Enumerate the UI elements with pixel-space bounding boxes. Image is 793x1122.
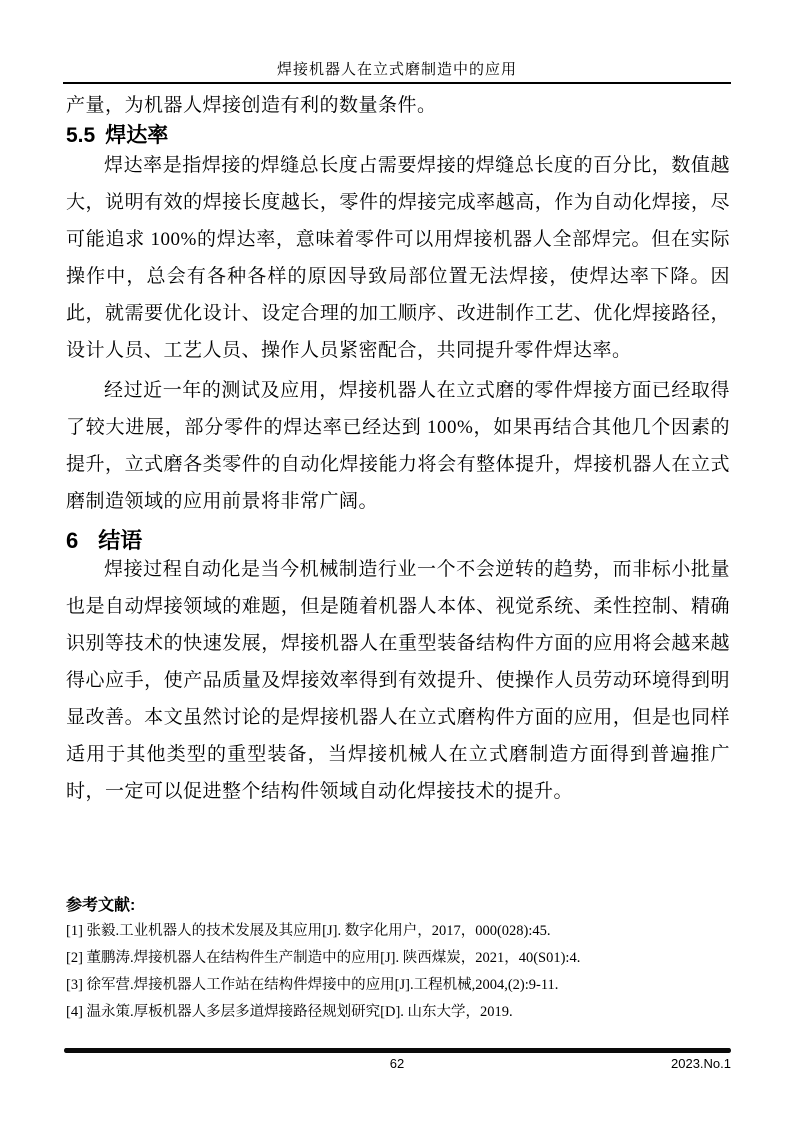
paragraph-weld-rate-definition: 焊达率是指焊接的焊缝总长度占需要焊接的焊缝总长度的百分比，数值越大，说明有效的焊接长度越长，零件的焊接完成率越高，作为自动化焊接，尽可能追求 100%的焊达率，意味着零件可以用焊接机器人全部焊完。但在实际操作中，总会有各种各样的原因导致局部位置无法焊接，使焊达率下降。因此，就需要优化设计、设定合理的加工顺序、改进制作工艺、优化焊接路径，设计人员、工艺人员、操作人员紧密配合，共同提升零件焊达率。 <box>66 155 730 361</box>
section-title: 结语 <box>98 528 143 553</box>
footer-divider <box>64 1048 731 1053</box>
paragraph-conclusion: 焊接过程自动化是当今机械制造行业一个不会逆转的趋势，而非标小批量也是自动焊接领域的难题，但是随着机器人本体、视觉系统、柔性控制、精确识别等技术的快速发展，焊接机器人在重型装备结构件方面的应用将会越来越得心应手，使产品质量及焊接效率得到有效提升、使操作人员劳动环境得到明显改善。本文虽然讨论的是焊接机器人在立式磨构件方面的应用，但是也同样适用于其他类型的重型装备，当焊接机械人在立式磨制造方面得到普遍推广时，一定可以促进整个结构件领域自动化焊接技术的提升。 <box>66 559 730 802</box>
section-heading-5-5 <box>66 119 168 149</box>
issue-label: 2023.No.1 <box>671 1056 731 1071</box>
section-title: 焊达率 <box>105 124 169 147</box>
header-divider <box>63 82 731 84</box>
carryover-paragraph-line: 产量，为机器人焊接创造有利的数量条件。 <box>66 95 437 116</box>
reference-item: [4] 温永策.厚板机器人多层多道焊接路径规划研究[D]. 山东大学，2019. <box>66 1004 513 1020</box>
reference-item: [1] 张毅.工业机器人的技术发展及其应用[J]. 数字化用户，2017，000(028):45. <box>66 923 551 939</box>
paragraph-weld-rate-progress: 经过近一年的测试及应用，焊接机器人在立式磨的零件焊接方面已经取得了较大进展，部分零件的焊达率已经达到 100%，如果再结合其他几个因素的提升，立式磨各类零件的自动化焊接能力将会有整体提升，焊接机器人在立式磨制造领域的应用前景将非常广阔。 <box>66 380 730 512</box>
reference-item: [3] 徐军营.焊接机器人工作站在结构件焊接中的应用[J].工程机械,2004,(2):9-11. <box>66 977 559 993</box>
references-heading: 参考文献: <box>66 897 136 914</box>
reference-item: [2] 董鹏涛.焊接机器人在结构件生产制造中的应用[J]. 陕西煤炭，2021，40(S01):4. <box>66 950 581 966</box>
references-list <box>66 918 730 1026</box>
running-header-title: 焊接机器人在立式磨制造中的应用 <box>276 62 517 78</box>
section-number: 6 <box>66 528 79 553</box>
page-number: 62 <box>389 1056 405 1071</box>
section-number: 5.5 <box>66 124 96 147</box>
